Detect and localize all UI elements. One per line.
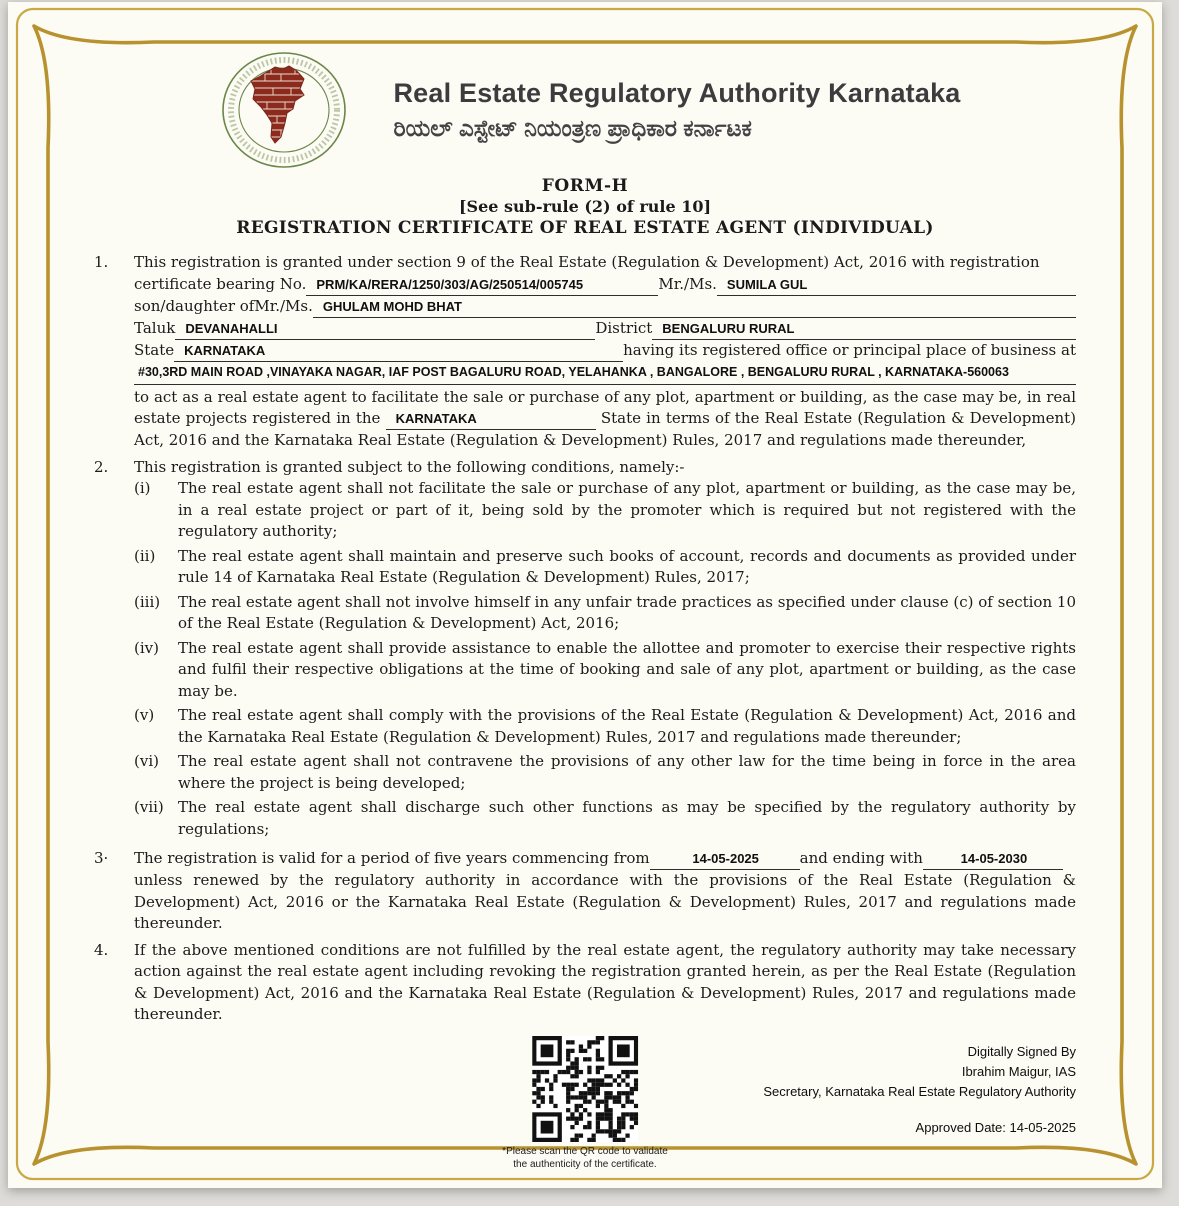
taluk-value: DEVANAHALLI bbox=[175, 319, 595, 340]
clause-2-number: 2. bbox=[94, 457, 109, 476]
form-rule: [See sub-rule (2) of rule 10] bbox=[458, 197, 712, 216]
clause-1-number: 1. bbox=[94, 253, 109, 271]
clause-1-line1: This registration is granted under section 9 of the Real Estate (Regulation & Development) Act, 2016 with registration bbox=[134, 253, 1040, 271]
condition-number: (v) bbox=[134, 706, 155, 724]
approved-date: Approved Date: 14-05-2025 bbox=[915, 1119, 1076, 1135]
form-title: FORM-H bbox=[541, 176, 629, 196]
digitally-signed-label: Digitally Signed By bbox=[967, 1043, 1076, 1059]
org-titles bbox=[393, 78, 960, 142]
certificate-paper bbox=[8, 2, 1162, 1188]
certificate-content bbox=[94, 48, 1076, 1186]
start-date-value: 14-05-2025 bbox=[650, 849, 800, 870]
cert-no-value: PRM/KA/RERA/1250/303/AG/250514/005745 bbox=[306, 275, 658, 296]
office-text: having its registered office or principal place of business at bbox=[623, 340, 1076, 359]
clause-3-number: 3· bbox=[94, 849, 109, 867]
parent-row bbox=[134, 296, 1076, 318]
condition-item bbox=[134, 546, 1076, 589]
cert-no-row bbox=[134, 274, 1076, 296]
condition-item bbox=[134, 592, 1076, 635]
condition-number: (vi) bbox=[134, 752, 159, 770]
registered-state-value: KARNATAKA bbox=[386, 409, 596, 430]
condition-number: (iv) bbox=[134, 638, 159, 657]
mr-ms-label: Mr./Ms. bbox=[658, 274, 717, 293]
certificate-title: REGISTRATION CERTIFICATE OF REAL ESTATE AGENT (INDIVIDUAL) bbox=[236, 218, 934, 238]
condition-text: The real estate agent shall discharge such other functions as may be specified by the regulatory authority by regulations; bbox=[178, 798, 1076, 838]
signature-block bbox=[763, 1042, 1076, 1102]
qr-caption-line2: the authenticity of the certificate. bbox=[513, 1158, 657, 1170]
ending-text: and ending with bbox=[799, 849, 923, 867]
parent-label: son/daughter ofMr./Ms. bbox=[134, 296, 313, 315]
purpose-paragraph bbox=[134, 387, 1076, 452]
end-date-value: 14-05-2030 bbox=[923, 849, 1063, 870]
signatory-name: Ibrahim Maigur, IAS bbox=[961, 1063, 1076, 1079]
district-label: District bbox=[595, 318, 653, 337]
taluk-district-row bbox=[134, 318, 1076, 340]
condition-item bbox=[134, 638, 1076, 703]
renewal-text: unless renewed by the regulatory authority in accordance with the provisions of the Real Estate (Regulation & Development) Act, 2016 or the Karnataka Real Estate (Regulation & Development) Rules, 2017 and regulations made thereunder. bbox=[134, 871, 1076, 932]
condition-item bbox=[134, 705, 1076, 748]
validity-row bbox=[134, 848, 1076, 870]
qr-code-block bbox=[502, 1036, 668, 1171]
district-value: BENGALURU RURAL bbox=[652, 319, 1076, 340]
cert-no-label: certificate bearing No. bbox=[134, 274, 307, 293]
org-title: Real Estate Regulatory Authority Karnataka bbox=[393, 78, 961, 108]
footer bbox=[94, 1036, 1076, 1186]
condition-text: The real estate agent shall maintain and preserve such books of account, records and documents as provided under rule 14 of Karnataka Real Estate (Regulation & Development) Rules, 2017; bbox=[178, 546, 1076, 586]
condition-item bbox=[134, 478, 1076, 543]
purpose-text: to act as a real estate agent to facilitate the sale or purchase of any plot, apartment or building, as the case may be, in real estate projects registered in the bbox=[134, 387, 1076, 427]
condition-number: (iii) bbox=[134, 592, 161, 611]
clause-3 bbox=[94, 848, 1076, 935]
clause-1 bbox=[94, 252, 1076, 452]
qr-caption bbox=[502, 1145, 668, 1171]
clause-4-text: If the above mentioned conditions are not fulfilled by the real estate agent, the regulatory authority may take necessary action against the real estate agent including revoking the registration granted herein, as per the Real Estate (Regulation & Development) Act, 2016 and the Karnataka Real Estate (Regulation & Development) Rules, 2017 and regulations made thereunder. bbox=[134, 940, 1076, 1023]
clause-4 bbox=[94, 940, 1076, 1026]
signatory-title: Secretary, Karnataka Real Estate Regulatory Authority bbox=[763, 1083, 1076, 1099]
state-label: State bbox=[134, 340, 175, 359]
clause-2-intro: This registration is granted subject to the following conditions, namely:- bbox=[134, 457, 685, 476]
parent-name-value: GHULAM MOHD BHAT bbox=[313, 297, 1076, 318]
condition-text: The real estate agent shall provide assistance to enable the allottee and promoter to exercise their respective rights and fulfil their respective obligations at the time of booking and sale of any plot, apartment or building, as the case may be. bbox=[178, 638, 1076, 700]
rera-karnataka-seal-icon bbox=[209, 48, 359, 172]
condition-number: (vii) bbox=[134, 798, 164, 816]
qr-caption-line1: *Please scan the QR code to validate bbox=[502, 1145, 668, 1157]
state-row bbox=[134, 340, 1076, 362]
validity-text: The registration is valid for a period of five years commencing from bbox=[134, 849, 650, 867]
clause-2 bbox=[94, 457, 1076, 844]
condition-item bbox=[134, 797, 1076, 840]
condition-item bbox=[134, 751, 1076, 794]
org-title-kannada: ರಿಯಲ್ ಎಸ್ಟೇಟ್ ನಿಯಂತ್ರಣ ಪ್ರಾಧಿಕಾರ ಕರ್ನಾಟಕ bbox=[393, 115, 752, 141]
condition-text: The real estate agent shall not involve himself in any unfair trade practices as specified under clause (c) of section 10 of the Real Estate (Regulation & Development) Act, 2016; bbox=[178, 592, 1076, 632]
taluk-label: Taluk bbox=[134, 318, 176, 337]
header bbox=[94, 48, 1076, 172]
clause-4-number: 4. bbox=[94, 940, 109, 959]
condition-text: The real estate agent shall not contravene the provisions of any other law for the time being in force in the area where the project is being developed; bbox=[178, 752, 1076, 792]
address-value: #30,3RD MAIN ROAD ,VINAYAKA NAGAR, IAF POST BAGALURU ROAD, YELAHANKA , BANGALORE , BENGALURU RURAL , KARNATAKA-560063 bbox=[134, 363, 1076, 385]
condition-number: (i) bbox=[134, 479, 151, 497]
terms-text: State in terms of the Real Estate (Regulation & Development) Act, 2016 and the Karnataka Real Estate (Regulation & Development) Rules, 2017 and regulations made thereunder, bbox=[134, 409, 1076, 449]
qr-code-icon bbox=[532, 1036, 638, 1142]
state-value: KARNATAKA bbox=[174, 341, 623, 362]
agent-name-value: SUMILA GUL bbox=[717, 275, 1076, 296]
condition-text: The real estate agent shall comply with the provisions of the Real Estate (Regulation & Development) Act, 2016 and the Karnataka Real Estate (Regulation & Development) Rules, 2017 and regulations made thereunder; bbox=[178, 706, 1076, 746]
condition-number: (ii) bbox=[134, 546, 156, 565]
condition-text: The real estate agent shall not facilitate the sale or purchase of any plot, apartment or building, as the case may be, in a real estate project or part of it, being sold by the promoter which is required but not registered with the regulatory authority; bbox=[178, 479, 1076, 540]
